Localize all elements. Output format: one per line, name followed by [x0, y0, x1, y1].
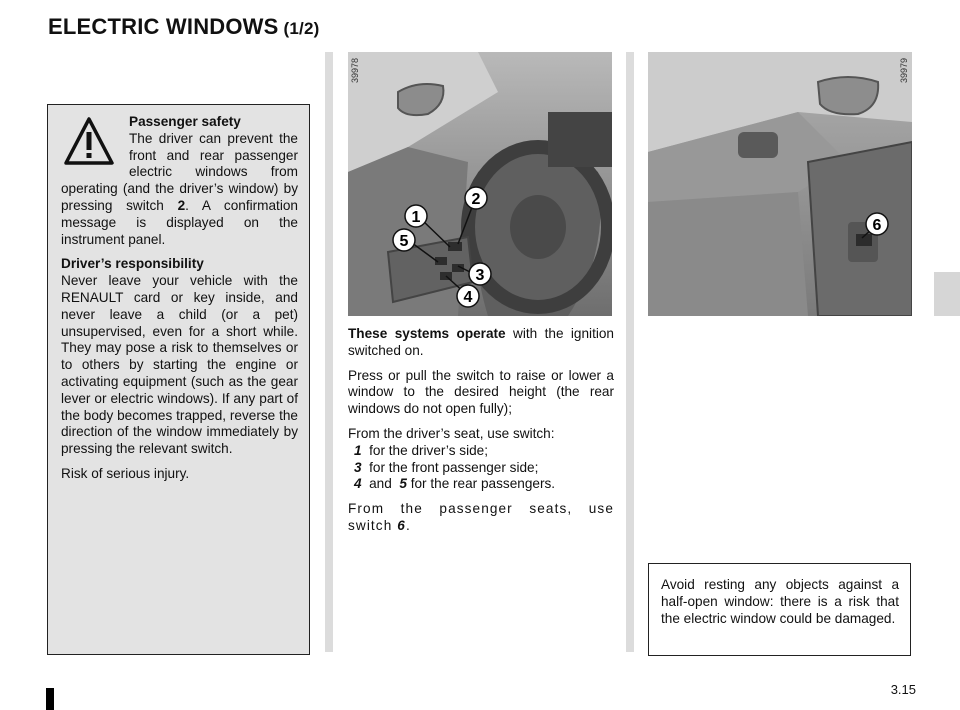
column-divider-left	[325, 52, 333, 652]
switch-num: 4	[354, 476, 362, 492]
page-title	[48, 14, 319, 40]
switch-item-1	[348, 443, 614, 460]
photo-driver-door	[348, 52, 612, 316]
callout-2: 2	[471, 191, 481, 208]
switch-num: 5	[399, 476, 407, 492]
warning-switch-ref: 2	[177, 197, 186, 213]
switch-and: and	[369, 476, 392, 492]
warning-heading-responsibility: Driver’s responsibility	[61, 256, 204, 272]
instructions	[348, 326, 614, 543]
switch-desc: for the front passenger side;	[369, 459, 539, 475]
passenger-safety-warning	[47, 104, 310, 655]
warning-text-responsibility: Never leave your vehicle with the RENAULT card or key inside, and never leave a child (or a pet) unsupervised, even for a short while. They may pose a risk to themselves or to others by starting the engine or activating equipment (such as the gear lever or electric windows). If any part of the body becomes trapped, reverse the direction of the window immediately by pressing the relevant switch.	[61, 273, 298, 457]
switch-num: 1	[354, 442, 362, 458]
callout-1: 1	[411, 209, 421, 226]
title-part: (1/2)	[283, 19, 320, 38]
note-text: Avoid resting any objects against a half-open window: there is a risk that the electric window could be damaged.	[661, 577, 899, 626]
body-p4-end: .	[405, 517, 411, 533]
callout-4: 4	[463, 289, 473, 306]
column-divider-right	[626, 52, 634, 652]
switch-desc: for the rear passengers.	[410, 476, 556, 492]
title-text: ELECTRIC WINDOWS	[48, 14, 279, 39]
callout-5: 5	[399, 233, 409, 250]
body-p3: From the driver’s seat, use switch:	[348, 425, 555, 441]
switch-item-4-5	[348, 476, 614, 493]
warning-text-safety-end: . A confirmation message is displayed on the instrument panel.	[61, 197, 298, 247]
body-p1: with the ignition switched on.	[348, 326, 614, 358]
body-lead: These systems operate	[348, 326, 506, 341]
switch-item-3	[348, 460, 614, 477]
warning-text-risk: Risk of serious injury.	[61, 465, 190, 481]
photo-passenger-door	[648, 52, 912, 316]
section-tab	[934, 272, 960, 316]
objects-note	[648, 563, 911, 656]
body-p4: From the passenger seats, use switch	[348, 501, 614, 533]
warning-triangle-icon	[63, 116, 115, 168]
body-p2: Press or pull the switch to raise or lower a window to the desired height (the rear windows do not open fully);	[348, 367, 614, 417]
footer-marker	[46, 688, 54, 710]
body-p4-ref: 6	[397, 517, 406, 533]
photo-ref-left: 39978	[350, 58, 360, 84]
photo-ref-right: 39979	[899, 58, 909, 84]
callout-6: 6	[872, 217, 882, 234]
callout-3: 3	[475, 267, 485, 284]
warning-heading-safety: Passenger safety	[129, 114, 241, 129]
warning-text-safety: The driver can prevent the front and rear passenger electric windows from operating (and the driver’s window) by pressing switch	[61, 130, 298, 213]
page-number: 3.15	[890, 682, 916, 697]
switch-desc: for the driver’s side;	[369, 442, 488, 458]
switch-num: 3	[354, 459, 362, 475]
